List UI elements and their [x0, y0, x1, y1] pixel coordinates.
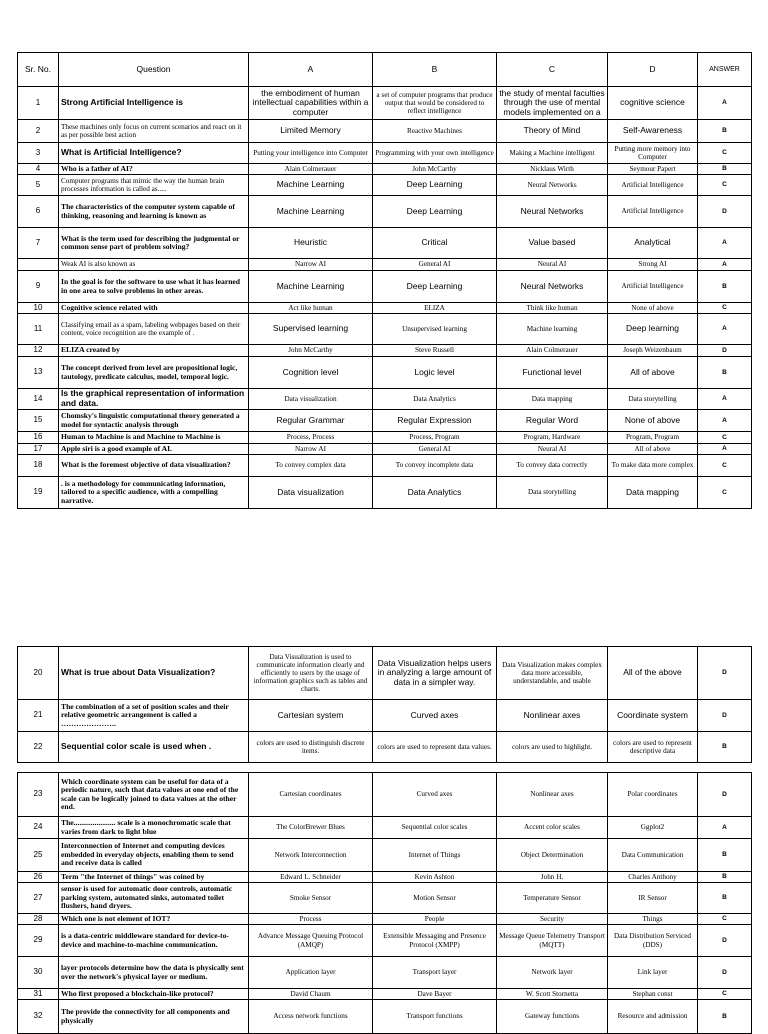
row-sr-no: 5: [18, 175, 59, 196]
row-option-c: Theory of Mind: [497, 120, 608, 143]
row-sr-no: 20: [18, 647, 59, 700]
row-option-b: Critical: [373, 228, 497, 259]
row-option-a: The ColorBrewer Blues: [249, 817, 373, 839]
row-option-d: Seymour Papert: [608, 164, 698, 175]
row-sr-no: [18, 259, 59, 271]
row-option-b: Transport functions: [373, 1000, 497, 1034]
row-option-a: Smoke Sensor: [249, 883, 373, 914]
row-sr-no: 4: [18, 164, 59, 175]
header-question: Question: [59, 53, 249, 87]
row-option-c: Functional level: [497, 357, 608, 389]
table-row: [18, 271, 752, 303]
row-option-a: Machine Learning: [249, 175, 373, 196]
table-row: [18, 259, 752, 271]
row-question: Computer programs that mimic the way the human brain processes information is called as.....: [59, 175, 249, 196]
row-answer: D: [698, 957, 752, 989]
row-question: What is true about Data Visualization?: [59, 647, 249, 700]
row-option-a: Alain Colmerauer: [249, 164, 373, 175]
row-option-d: Coordinate system: [608, 700, 698, 732]
row-answer: C: [698, 303, 752, 314]
row-option-b: ELIZA: [373, 303, 497, 314]
table-row: [18, 817, 752, 839]
row-option-b: Sequential color scales: [373, 817, 497, 839]
row-option-d: Polar coordinates: [608, 773, 698, 817]
row-option-a: Heuristic: [249, 228, 373, 259]
table-row: [18, 314, 752, 345]
row-question: In the goal is for the software to use what it has learned in one area to solve problems in other areas.: [59, 271, 249, 303]
row-option-a: Data visualization: [249, 389, 373, 410]
row-question: layer protocols determine how the data is physically sent over the network's physical layer or medium.: [59, 957, 249, 989]
row-option-c: Neural AI: [497, 259, 608, 271]
row-answer: A: [698, 259, 752, 271]
row-option-a: Narrow AI: [249, 259, 373, 271]
row-question: Is the graphical representation of information and data.: [59, 389, 249, 410]
row-option-c: Gateway functions: [497, 1000, 608, 1034]
row-option-d: Self-Awareness: [608, 120, 698, 143]
row-option-c: Data mapping: [497, 389, 608, 410]
table-row: [18, 143, 752, 164]
row-option-c: the study of mental faculties through the use of mental models implemented on a: [497, 87, 608, 120]
row-option-d: Stephan const: [608, 989, 698, 1000]
row-option-a: Limited Memory: [249, 120, 373, 143]
row-question: ELIZA created by: [59, 345, 249, 357]
row-option-d: colors are used to represent descriptive data: [608, 732, 698, 763]
row-answer: B: [698, 357, 752, 389]
row-option-d: Analytical: [608, 228, 698, 259]
header-sr-no: Sr. No.: [18, 53, 59, 87]
row-question: The combination of a set of position scales and their relative geometric arrangement is called a ………………….: [59, 700, 249, 732]
row-sr-no: 23: [18, 773, 59, 817]
row-answer: A: [698, 314, 752, 345]
row-question: Who is a father of AI?: [59, 164, 249, 175]
row-question: The provide the connectivity for all components and physically: [59, 1000, 249, 1034]
row-question: Strong Artificial Intelligence is: [59, 87, 249, 120]
row-option-c: Object Determination: [497, 839, 608, 872]
row-option-a: Machine Learning: [249, 271, 373, 303]
row-option-d: Link layer: [608, 957, 698, 989]
row-option-c: Neural Networks: [497, 175, 608, 196]
row-answer: C: [698, 477, 752, 509]
row-option-b: To convey incomplete data: [373, 455, 497, 477]
row-option-a: John McCarthy: [249, 345, 373, 357]
row-option-d: Resource and admission: [608, 1000, 698, 1034]
row-option-d: None of above: [608, 410, 698, 432]
table-row: [18, 647, 752, 700]
row-option-d: Strong AI: [608, 259, 698, 271]
row-option-d: IR Sensor: [608, 883, 698, 914]
row-option-b: Data Visualization helps users in analyzing a large amount of data in a simpler way.: [373, 647, 497, 700]
row-question: Classifying email as a spam, labeling webpages based on their content, voice recognition are the example of .: [59, 314, 249, 345]
table-row: [18, 303, 752, 314]
row-option-c: Think like human: [497, 303, 608, 314]
row-answer: A: [698, 410, 752, 432]
table-row: [18, 872, 752, 883]
table-row: [18, 914, 752, 925]
row-option-c: Nonlinear axes: [497, 700, 608, 732]
row-answer: B: [698, 883, 752, 914]
row-option-d: cognitive science: [608, 87, 698, 120]
row-option-d: None of above: [608, 303, 698, 314]
header-answer: ANSWER: [698, 53, 752, 87]
row-question: sensor is used for automatic door controls, automatic parking system, automated sinks, automated toilet flushers, hand dryers.: [59, 883, 249, 914]
row-option-b: Deep Learning: [373, 196, 497, 228]
row-question: . is a methodology for communicating information, tailored to a specific audience, with a compelling narrative.: [59, 477, 249, 509]
row-question: Term "the Internet of things" was coined by: [59, 872, 249, 883]
row-option-b: Curved axes: [373, 700, 497, 732]
row-sr-no: 21: [18, 700, 59, 732]
table-row: [18, 455, 752, 477]
table-row: [18, 389, 752, 410]
row-sr-no: 28: [18, 914, 59, 925]
row-option-b: General AI: [373, 259, 497, 271]
row-option-d: Data Distribution Serviced (DDS): [608, 925, 698, 957]
row-answer: D: [698, 196, 752, 228]
row-sr-no: 6: [18, 196, 59, 228]
row-option-b: Extensible Messaging and Presence Protocol (XMPP): [373, 925, 497, 957]
row-answer: C: [698, 143, 752, 164]
table-row: [18, 883, 752, 914]
row-option-a: Supervised learning: [249, 314, 373, 345]
row-question: These machines only focus on current scenarios and react on it as per possible best action: [59, 120, 249, 143]
row-sr-no: 30: [18, 957, 59, 989]
row-answer: C: [698, 432, 752, 444]
row-sr-no: 17: [18, 444, 59, 455]
row-option-c: Alain Colmerauer: [497, 345, 608, 357]
row-option-c: Nonlinear axes: [497, 773, 608, 817]
row-option-b: Motion Sensor: [373, 883, 497, 914]
row-question: The concept derived from level are propositional logic, tautology, predicate calculus, model, temporal logic.: [59, 357, 249, 389]
row-option-c: Data storytelling: [497, 477, 608, 509]
row-answer: C: [698, 914, 752, 925]
row-answer: A: [698, 444, 752, 455]
row-answer: A: [698, 389, 752, 410]
row-sr-no: 15: [18, 410, 59, 432]
row-option-d: Joseph Weizenbaum: [608, 345, 698, 357]
row-sr-no: 2: [18, 120, 59, 143]
row-answer: B: [698, 1000, 752, 1034]
row-option-b: Process, Program: [373, 432, 497, 444]
table-row: [18, 432, 752, 444]
row-sr-no: 22: [18, 732, 59, 763]
row-option-a: Edward L. Schneider: [249, 872, 373, 883]
row-option-b: a set of computer programs that produce output that would be considered to reflect intelligence: [373, 87, 497, 120]
row-option-b: Unsupervised learning: [373, 314, 497, 345]
row-option-b: Internet of Things: [373, 839, 497, 872]
row-option-d: Artificial Intelligence: [608, 196, 698, 228]
row-sr-no: 10: [18, 303, 59, 314]
row-answer: B: [698, 120, 752, 143]
quiz-table-part-2: [17, 646, 752, 763]
row-sr-no: 29: [18, 925, 59, 957]
row-option-d: Data mapping: [608, 477, 698, 509]
table-row: [18, 1000, 752, 1034]
row-sr-no: 27: [18, 883, 59, 914]
table-row: [18, 444, 752, 455]
row-option-b: Data Analytics: [373, 389, 497, 410]
quiz-table-part-1: [17, 52, 752, 509]
row-option-a: Putting your intelligence into Computer: [249, 143, 373, 164]
row-question: The characteristics of the computer system capable of thinking, reasoning and learning is known as: [59, 196, 249, 228]
row-option-a: David Chaum: [249, 989, 373, 1000]
row-question: The...................... scale is a monochromatic scale that varies from dark to light blue: [59, 817, 249, 839]
row-option-d: All of the above: [608, 647, 698, 700]
row-answer: C: [698, 455, 752, 477]
row-option-a: Process: [249, 914, 373, 925]
row-answer: D: [698, 647, 752, 700]
table-row: [18, 345, 752, 357]
row-option-a: the embodiment of human intellectual capabilities within a computer: [249, 87, 373, 120]
row-option-c: Temperature Sensor: [497, 883, 608, 914]
row-option-b: Deep Learning: [373, 175, 497, 196]
row-sr-no: 16: [18, 432, 59, 444]
row-answer: C: [698, 989, 752, 1000]
row-sr-no: 24: [18, 817, 59, 839]
row-option-c: W. Scott Stornetta: [497, 989, 608, 1000]
row-option-a: Narrow AI: [249, 444, 373, 455]
row-option-b: Regular Expression: [373, 410, 497, 432]
row-option-c: John H.: [497, 872, 608, 883]
row-answer: B: [698, 164, 752, 175]
row-option-a: Application layer: [249, 957, 373, 989]
row-option-a: Regular Grammar: [249, 410, 373, 432]
row-option-b: Logic level: [373, 357, 497, 389]
row-option-b: colors are used to represent data values.: [373, 732, 497, 763]
row-answer: B: [698, 872, 752, 883]
row-option-d: All of above: [608, 444, 698, 455]
row-option-a: colors are used to distinguish discrete items.: [249, 732, 373, 763]
row-sr-no: 11: [18, 314, 59, 345]
row-answer: A: [698, 228, 752, 259]
table-row: [18, 700, 752, 732]
row-answer: D: [698, 345, 752, 357]
row-option-b: Deep Learning: [373, 271, 497, 303]
row-sr-no: 1: [18, 87, 59, 120]
row-option-b: John McCarthy: [373, 164, 497, 175]
row-sr-no: 19: [18, 477, 59, 509]
row-option-b: General AI: [373, 444, 497, 455]
row-option-d: Artificial Intelligence: [608, 175, 698, 196]
row-question: Cognitive science related with: [59, 303, 249, 314]
row-sr-no: 13: [18, 357, 59, 389]
row-option-d: Program, Program: [608, 432, 698, 444]
row-option-c: Neural Networks: [497, 196, 608, 228]
row-option-c: Value based: [497, 228, 608, 259]
table-row: [18, 228, 752, 259]
row-option-d: Ggplot2: [608, 817, 698, 839]
row-option-a: Act like human: [249, 303, 373, 314]
row-sr-no: 32: [18, 1000, 59, 1034]
row-answer: B: [698, 732, 752, 763]
row-answer: B: [698, 271, 752, 303]
row-question: is a data-centric middleware standard for device-to-device and machine-to-machine communication.: [59, 925, 249, 957]
row-option-c: Regular Word: [497, 410, 608, 432]
row-option-a: Data Visualization is used to communicate information clearly and efficiently to users by the usage of information graphics such as tables and charts.: [249, 647, 373, 700]
header-option-a: A: [249, 53, 373, 87]
row-option-a: Cartesian system: [249, 700, 373, 732]
table-row: [18, 87, 752, 120]
table-row: [18, 175, 752, 196]
row-option-b: Dave Bayer: [373, 989, 497, 1000]
row-answer: D: [698, 773, 752, 817]
row-option-a: Machine Learning: [249, 196, 373, 228]
row-option-d: Putting more memory into Computer: [608, 143, 698, 164]
row-option-b: People: [373, 914, 497, 925]
table-row: [18, 839, 752, 872]
row-option-c: Data Visualization makes complex data more accessible, understandable, and usable: [497, 647, 608, 700]
row-question: Which coordinate system can be useful for data of a periodic nature, such that data values at one end of the scale can be logically joined to data values at the other end.: [59, 773, 249, 817]
row-option-b: Programming with your own intelligence: [373, 143, 497, 164]
row-option-a: Data visualization: [249, 477, 373, 509]
row-sr-no: 18: [18, 455, 59, 477]
row-option-c: colors are used to highlight.: [497, 732, 608, 763]
row-answer: B: [698, 839, 752, 872]
row-option-a: Access network functions: [249, 1000, 373, 1034]
row-option-c: Security: [497, 914, 608, 925]
row-question: Chomsky's linguistic computational theory generated a model for syntactic analysis through: [59, 410, 249, 432]
row-option-c: Machine learning: [497, 314, 608, 345]
row-option-b: Steve Russell: [373, 345, 497, 357]
row-option-c: Nicklaus Wirth: [497, 164, 608, 175]
row-sr-no: 14: [18, 389, 59, 410]
table-row: [18, 357, 752, 389]
row-option-b: Data Analytics: [373, 477, 497, 509]
row-answer: C: [698, 175, 752, 196]
row-question: Which one is not element of IOT?: [59, 914, 249, 925]
table-row: [18, 957, 752, 989]
table-row: [18, 410, 752, 432]
row-option-c: Network layer: [497, 957, 608, 989]
table-row: [18, 196, 752, 228]
row-answer: D: [698, 700, 752, 732]
row-sr-no: 7: [18, 228, 59, 259]
quiz-table-part-3: [17, 772, 752, 1034]
row-option-d: Artificial Intelligence: [608, 271, 698, 303]
header-option-b: B: [373, 53, 497, 87]
row-option-a: To convey complex data: [249, 455, 373, 477]
row-option-a: Cartesian coordinates: [249, 773, 373, 817]
table-row: [18, 989, 752, 1000]
row-option-b: Kevin Ashton: [373, 872, 497, 883]
table-row: [18, 773, 752, 817]
row-option-d: Data storytelling: [608, 389, 698, 410]
row-option-c: Program, Hardware: [497, 432, 608, 444]
row-option-c: Neural AI: [497, 444, 608, 455]
row-question: What is the term used for describing the judgmental or common sense part of problem solving?: [59, 228, 249, 259]
row-question: Human to Machine is and Machine to Machine is: [59, 432, 249, 444]
table-header-row: [18, 53, 752, 87]
row-option-a: Process, Process: [249, 432, 373, 444]
row-option-d: Data Communication: [608, 839, 698, 872]
row-sr-no: 26: [18, 872, 59, 883]
row-option-d: All of above: [608, 357, 698, 389]
row-answer: A: [698, 817, 752, 839]
row-option-a: Cognition level: [249, 357, 373, 389]
row-sr-no: 3: [18, 143, 59, 164]
row-sr-no: 25: [18, 839, 59, 872]
row-question: Sequential color scale is used when .: [59, 732, 249, 763]
table-row: [18, 477, 752, 509]
row-option-a: Advance Message Queuing Protocol (AMQP): [249, 925, 373, 957]
table-row: [18, 732, 752, 763]
row-option-d: Things: [608, 914, 698, 925]
row-question: Weak AI is also known as: [59, 259, 249, 271]
row-question: Apple siri is a good example of AI.: [59, 444, 249, 455]
row-option-c: To convey data correctly: [497, 455, 608, 477]
table-row: [18, 925, 752, 957]
header-option-c: C: [497, 53, 608, 87]
row-option-a: Network Interconnection: [249, 839, 373, 872]
table-row: [18, 164, 752, 175]
row-sr-no: 12: [18, 345, 59, 357]
row-answer: A: [698, 87, 752, 120]
row-option-d: Deep learning: [608, 314, 698, 345]
row-option-c: Message Queue Telemetry Transport (MQTT): [497, 925, 608, 957]
row-question: Interconnection of Internet and computing devices embedded in everyday objects, enabling them to send and receive data is called: [59, 839, 249, 872]
row-option-b: Curved axes: [373, 773, 497, 817]
table-row: [18, 120, 752, 143]
row-question: What is Artificial Intelligence?: [59, 143, 249, 164]
row-option-d: To make data more complex: [608, 455, 698, 477]
row-sr-no: 31: [18, 989, 59, 1000]
row-option-c: Accent color scales: [497, 817, 608, 839]
row-option-b: Transport layer: [373, 957, 497, 989]
row-option-c: Making a Machine intelligent: [497, 143, 608, 164]
row-sr-no: 9: [18, 271, 59, 303]
row-question: What is the foremost objective of data visualization?: [59, 455, 249, 477]
row-option-d: Charles Anthony: [608, 872, 698, 883]
row-question: Who first proposed a blockchain-like protocol?: [59, 989, 249, 1000]
row-option-b: Reactive Machines: [373, 120, 497, 143]
header-option-d: D: [608, 53, 698, 87]
row-answer: D: [698, 925, 752, 957]
row-option-c: Neural Networks: [497, 271, 608, 303]
